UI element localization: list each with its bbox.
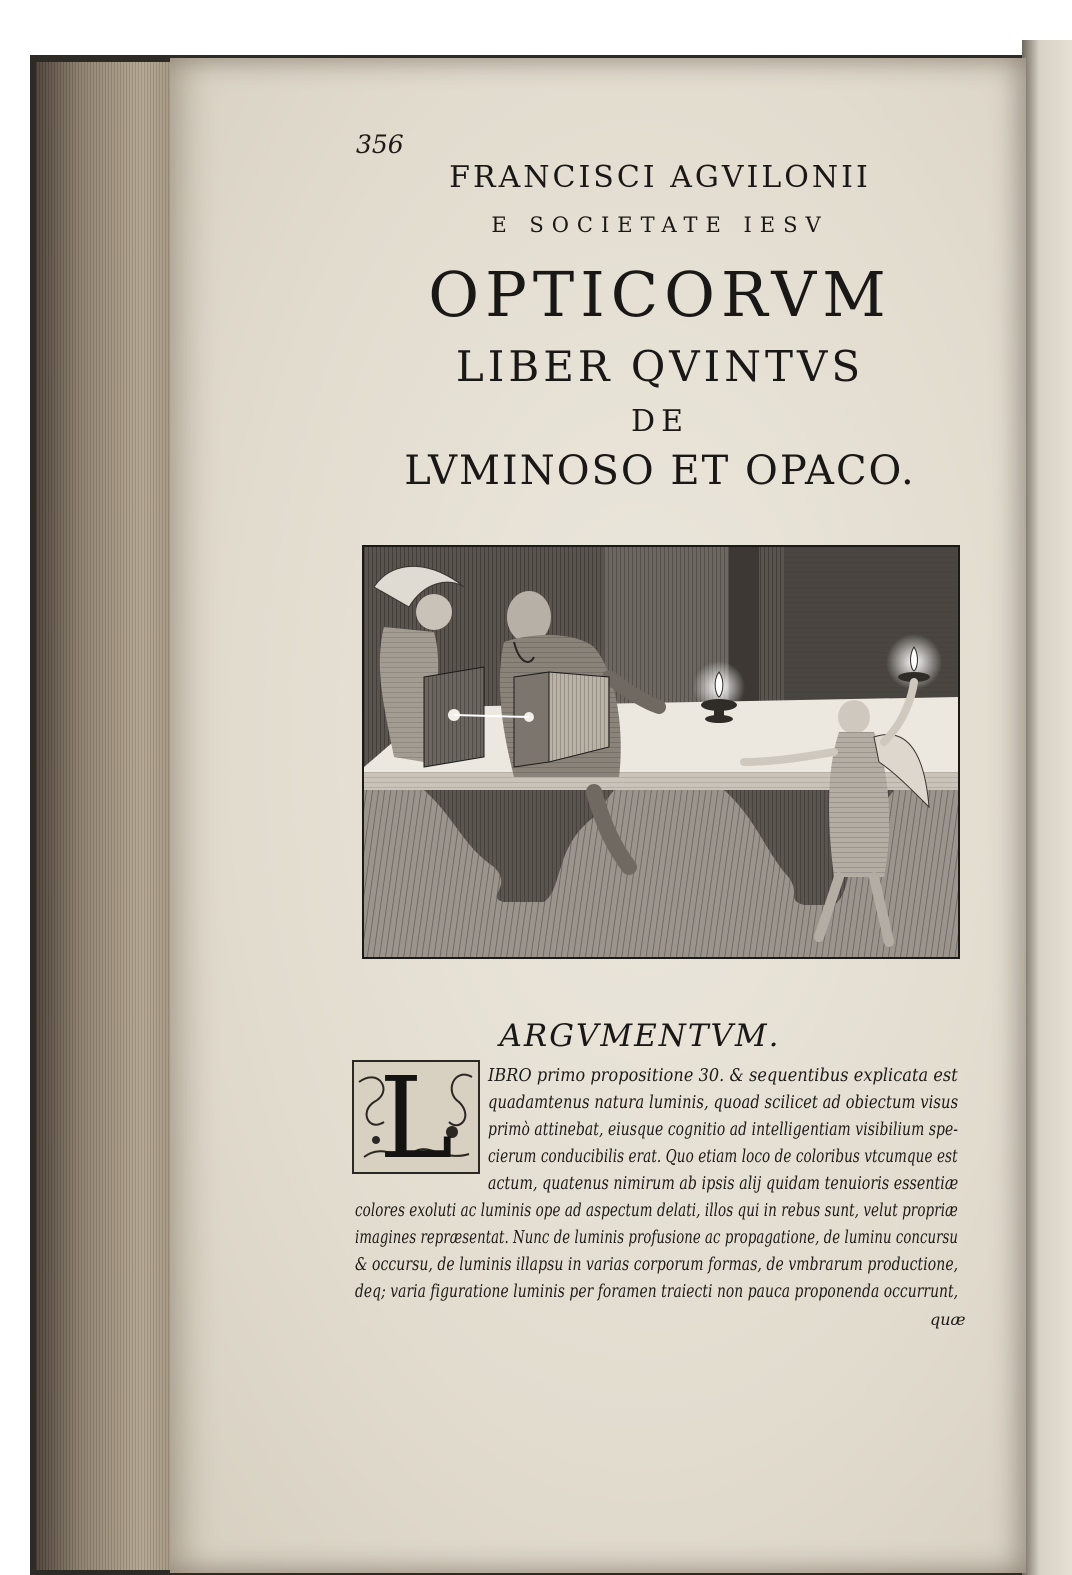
de-line: DE xyxy=(631,404,689,439)
body-line-4: cierum conducibilis erat. Quo etiam loco de coloribus vtcumque est xyxy=(488,1147,958,1167)
society-line: E SOCIETATE IESV xyxy=(491,213,829,237)
author-line: FRANCISCI AGVILONII xyxy=(449,160,871,195)
main-title: OPTICORVM xyxy=(428,258,892,331)
decorated-initial xyxy=(352,1060,480,1174)
argumentum-heading: ARGVMENTVM. xyxy=(499,1018,781,1054)
body-line-9: deq; varia figuratione luminis per foramen traiecti non pauca proponenda occurrunt, xyxy=(355,1282,959,1302)
facing-page-edge xyxy=(1022,40,1072,1575)
page-fore-edge xyxy=(36,62,188,1570)
subject-line: LVMINOSO ET OPACO. xyxy=(404,448,916,494)
body-line-7: imagines repræsentat. Nunc de luminis profusione ac propagatione, de luminu concursu xyxy=(355,1228,959,1248)
page-number: 356 xyxy=(356,130,404,159)
initial-letter: L xyxy=(378,1060,454,1174)
catchword: quæ xyxy=(930,1310,966,1329)
body-line-6: colores exoluti ac luminis ope ad aspectum delati, illos qui in rebus sunt, velut propriæ xyxy=(355,1201,958,1221)
body-line-5: actum, quatenus nimirum ab ipsis alij quidam tenuioris essentiæ xyxy=(488,1174,959,1194)
body-line-1: IBRO primo propositione 30. & sequentibus explicata est xyxy=(488,1066,958,1086)
engraving-illustration xyxy=(362,545,960,959)
body-line-8: & occursu, de luminis illapsu in varias corporum formas, de vmbrarum productione, xyxy=(355,1255,959,1275)
body-line-3: primò attinebat, eiusque cognitio ad intelligentiam visibilium spe- xyxy=(488,1120,959,1140)
body-line-2: quadamtenus natura luminis, quoad scilicet ad obiectum visus xyxy=(488,1093,959,1113)
book-number-line: LIBER QVINTVS xyxy=(455,342,865,391)
